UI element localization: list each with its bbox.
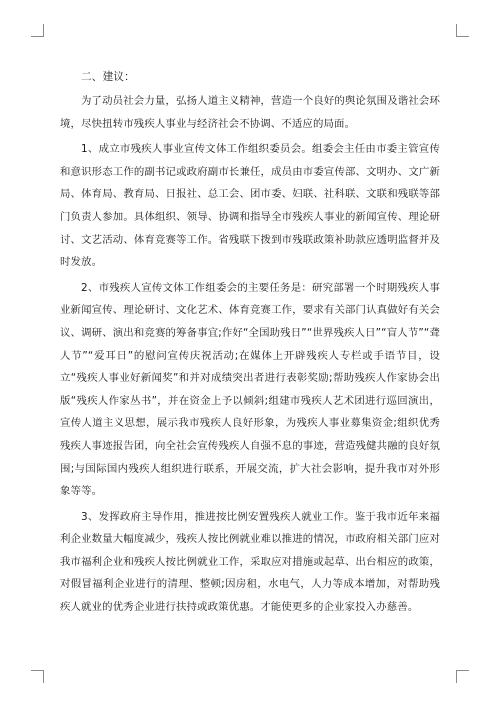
paragraph-1: 1、成立市残疾人事业宣传文体工作组织委员会。组委会主任由市委主管宣传和意识形态工作的副书记或政府副市长兼任，成员由市委宣传部、文明办、文广新局、体育局、教育局、日报社、总工会、团市委、妇联、社科联、文联和残联等部门负责人参加。具体组织、领导、协调和指导全市残疾人事业的新闻宣传、理论研讨、文艺活动、体育竞赛等工作。省残联下拨到市残联政策补助款应透明监督并及时发放。 [60,143,440,269]
paragraph-3: 3、发挥政府主导作用，推进按比例安置残疾人就业工作。鉴于我市近年来福利企业数量大幅度减少，残疾人按比例就业难以推进的情况，市政府相关部门应对我市福利企业和残疾人按比例就业工作，采取应对措施或起草、出台相应的政策，对假冒福利企业进行的清理、整顿;因房租，水电气，人力等成本增加，对帮助残疾人就业的优秀企业进行扶持或政策优惠。才能使更多的企业家投入办慈善。 [60,510,440,614]
document-page [60,66,440,622]
paragraph-2: 2、市残疾人宣传文体工作组委会的主要任务是：研究部署一个时期残疾人事业新闻宣传、理论研讨、文化艺术、体育竞赛工作，要求有关部门认真做好有关会议、调研、演出和竞赛的筹备事宜;作好“全国助残日”“世界残疾人日”“盲人节”“聋人节”“爱耳日”的慰问宣传庆祝活动;在媒体上开辟残疾人专栏或手语节目，设立“残疾人事业好新闻奖”和并对成绩突出者进行表彰奖励;帮助残疾人作家协会出版“残疾人作家丛书”，并在资金上予以倾斜;组建市残疾人艺术团进行巡回演出，宣传人道主义思想，展示我市残疾人良好形象，为残疾人事业募集资金;组织优秀残疾人事迹报告团，向全社会宣传残疾人自强不息的事迹，营造残健共融的良好氛围;与国际国内残疾人组织进行联系，开展交流，扩大社会影响，提升我市对外形象等等。 [60,281,440,498]
crop-mark-top-left [31,24,44,37]
paragraph-intro: 为了动员社会力量，弘扬人道主义精神，营造一个良好的舆论氛围及谐社会环境，尽快扭转市残疾人事业与经济社会不协调、不适应的局面。 [60,95,440,130]
section-heading: 二、建议： [81,71,135,83]
crop-mark-bottom-right [456,670,469,683]
crop-mark-top-right [456,24,469,37]
crop-mark-bottom-left [31,670,44,683]
